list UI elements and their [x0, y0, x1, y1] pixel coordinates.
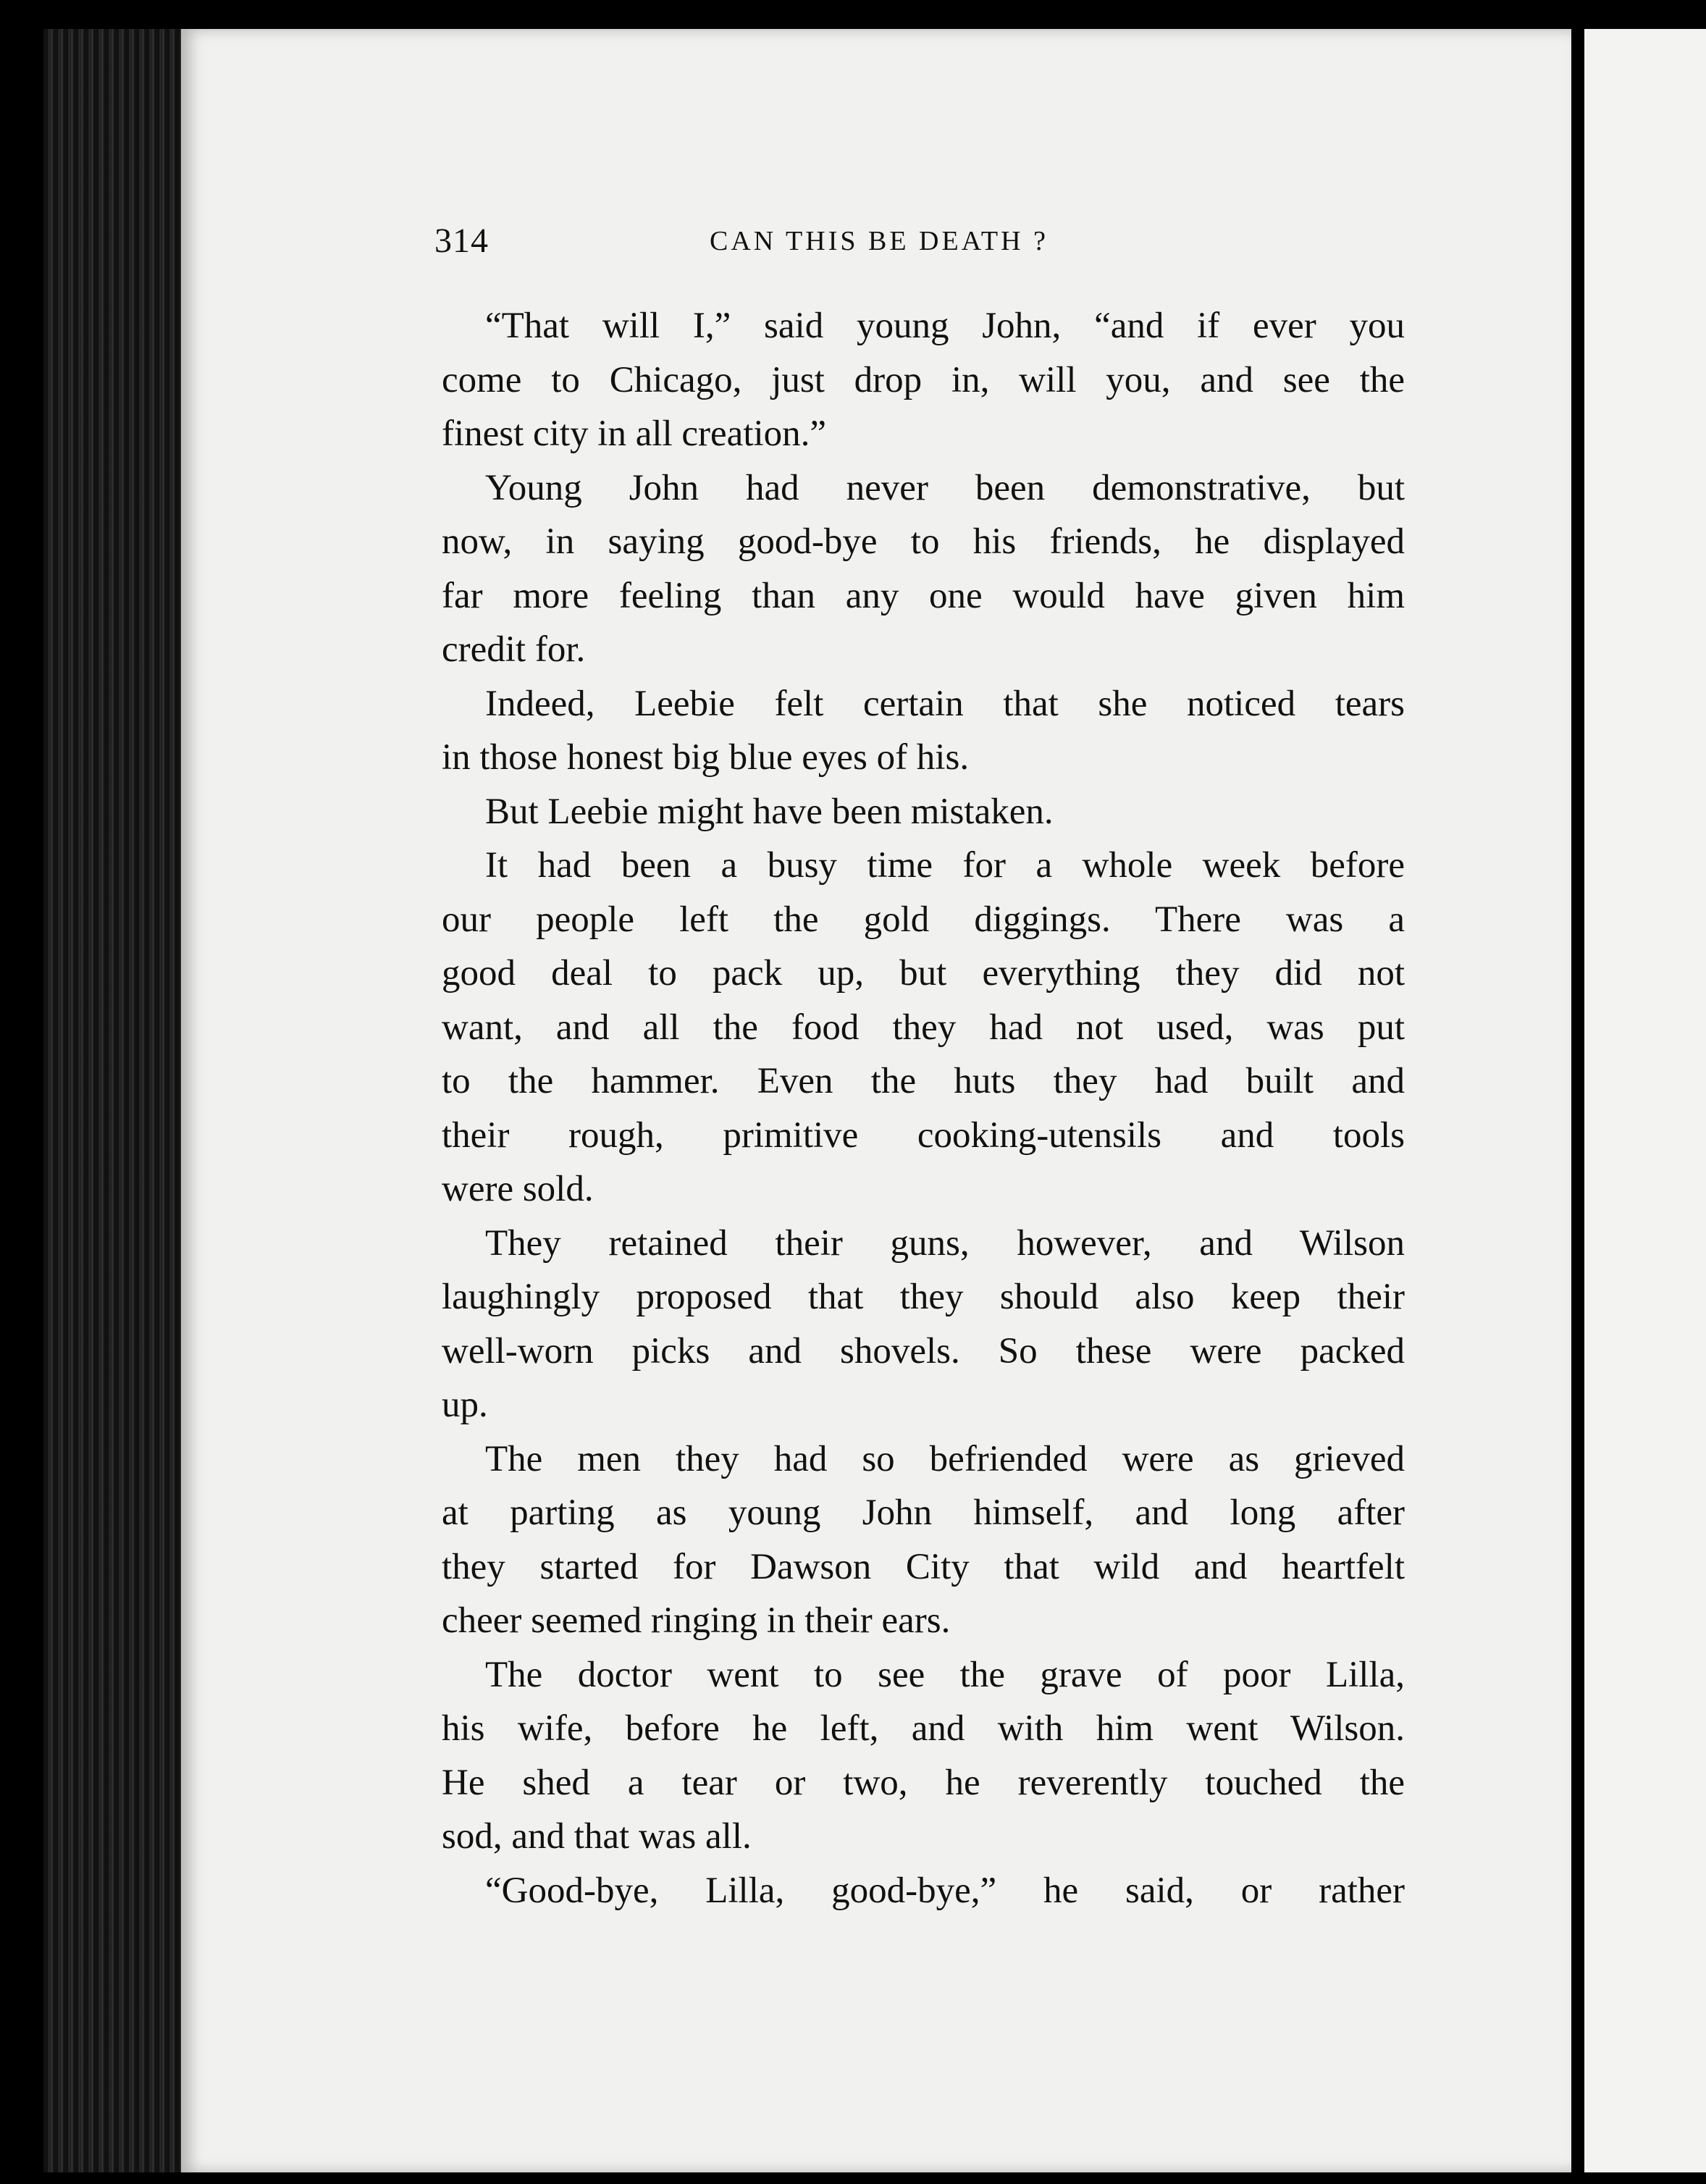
text-line: But Leebie might have been mistaken.	[485, 791, 1054, 832]
text-line: Indeed, Leebie felt certain that she noticed tears	[485, 683, 1405, 724]
text-line: “That will I,” said young John, “and if ever you	[485, 306, 1405, 346]
text-line: Young John had never been demonstrative, but	[485, 467, 1405, 508]
text-line: now, in saying good-bye to his friends, he displayed	[442, 521, 1405, 562]
text-line: his wife, before he left, and with him went Wilson.	[442, 1708, 1405, 1749]
text-line: sod, and that was all.	[442, 1816, 752, 1857]
text-line: they started for Dawson City that wild and heartfelt	[442, 1546, 1405, 1587]
text-line: He shed a tear or two, he reverently touched the	[442, 1762, 1405, 1803]
text-line: It had been a busy time for a whole week before	[485, 845, 1405, 886]
text-line: come to Chicago, just drop in, will you, and see the	[442, 359, 1405, 400]
text-line: The doctor went to see the grave of poor Lilla,	[485, 1654, 1405, 1695]
text-line: their rough, primitive cooking-utensils and tools	[442, 1114, 1405, 1156]
running-head: CAN THIS BE DEATH ?	[710, 226, 1049, 256]
text-line: They retained their guns, however, and Wilson	[485, 1222, 1405, 1264]
text-line: credit for.	[442, 629, 586, 670]
page-header	[434, 221, 1412, 264]
opposite-page-edge	[1584, 29, 1706, 2172]
page-number: 314	[434, 222, 489, 260]
text-line: The men they had so befriended were as grieved	[485, 1438, 1405, 1479]
text-line: far more feeling than any one would have given him	[442, 575, 1405, 616]
text-line: “Good-bye, Lilla, good-bye,” he said, or rather	[485, 1870, 1405, 1911]
text-line: at parting as young John himself, and long after	[442, 1492, 1405, 1533]
body-text	[442, 299, 1405, 1918]
text-line: laughingly proposed that they should also keep their	[442, 1277, 1405, 1317]
page-gutter-strip	[1571, 0, 1584, 2184]
text-line: up.	[442, 1385, 488, 1425]
text-line: good deal to pack up, but everything they did not	[442, 953, 1405, 994]
text-line: want, and all the food they had not used, was put	[442, 1007, 1405, 1048]
text-line: to the hammer. Even the huts they had built and	[442, 1061, 1405, 1101]
text-line: finest city in all creation.”	[442, 413, 827, 454]
text-line: well-worn picks and shovels. So these were packed	[442, 1330, 1405, 1372]
text-line: were sold.	[442, 1169, 594, 1209]
book-binding-edge	[43, 29, 181, 2172]
text-line: cheer seemed ringing in their ears.	[442, 1600, 951, 1641]
text-line: our people left the gold diggings. There was a	[442, 899, 1405, 940]
text-line: in those honest big blue eyes of his.	[442, 737, 970, 778]
